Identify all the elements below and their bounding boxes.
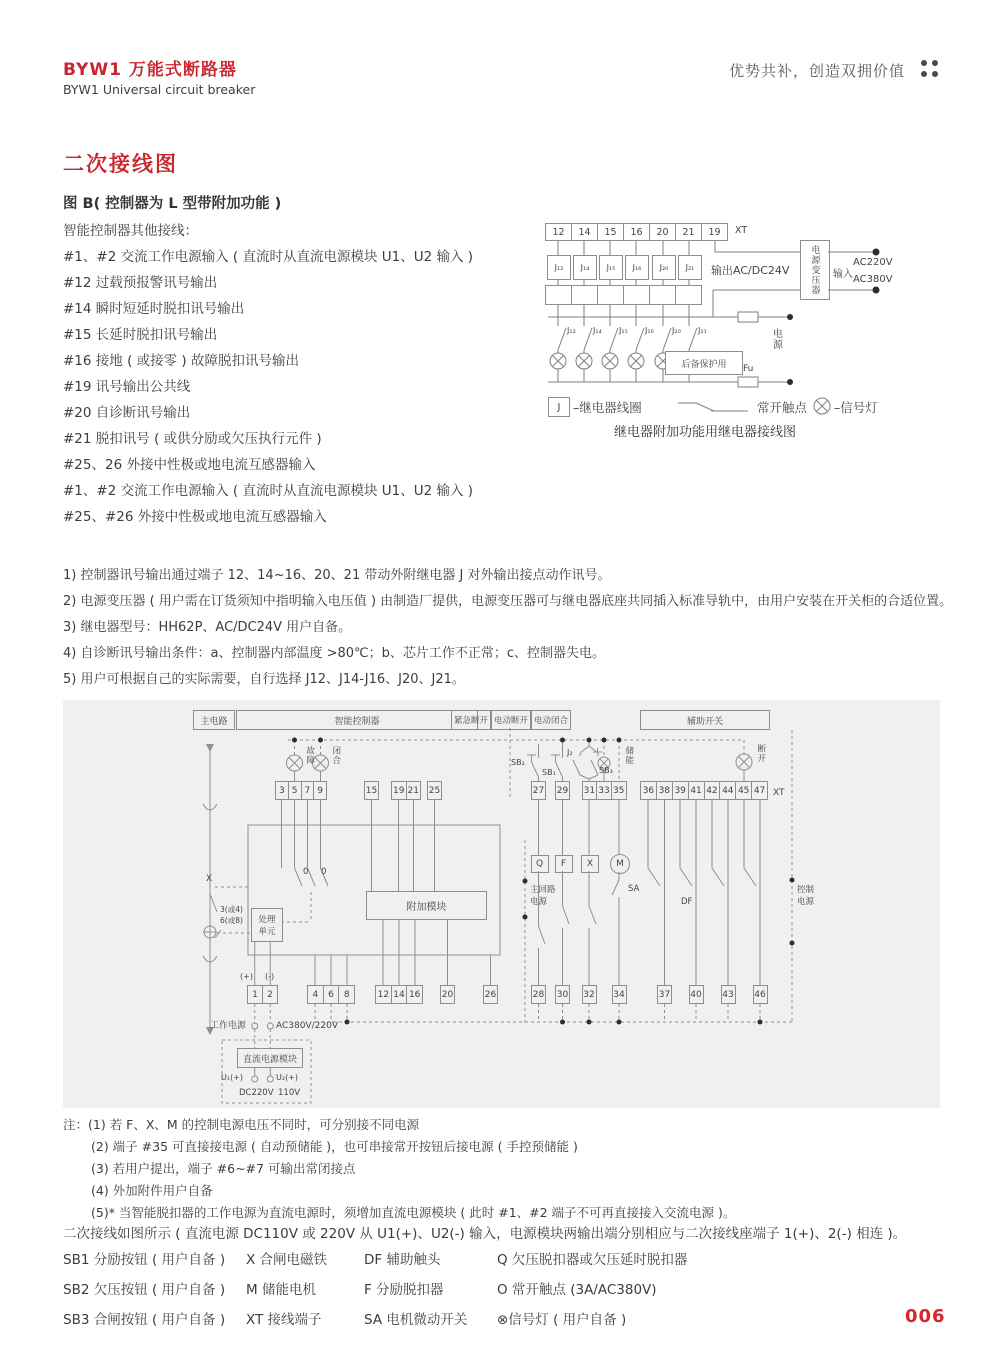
terminal-strip	[483, 985, 498, 1004]
work-power-label: 工作电源	[210, 1021, 247, 1031]
terminal-cell: 43	[721, 985, 736, 1004]
terminal-cell	[676, 285, 702, 305]
note-item: 5) 用户可根据自己的实际需要，自行选择 J12、J14-J16、J20、J21。	[63, 672, 465, 687]
note-item: (4) 外加附件用户自备	[91, 1183, 213, 1198]
terminal-cell: 46	[753, 985, 768, 1004]
transformer-box	[800, 240, 830, 300]
header-main-circuit: 主电路	[193, 710, 235, 730]
dc220-label: DC220V	[239, 1088, 274, 1098]
j2-label: J₂	[567, 748, 573, 757]
minus-label: (-)	[265, 972, 275, 981]
main-power-label-2: 电源	[530, 897, 548, 907]
legend-coil-text: –继电器线圈	[573, 400, 642, 415]
terminal-cell: 21	[676, 223, 702, 241]
terminal-cell: 16	[407, 985, 423, 1004]
note-item: 4) 自诊断讯号输出条件：a、控制器内部温度 >80℃；b、芯片工作不正常；c、控制器失电。	[63, 646, 606, 661]
zero-label-2: 0	[321, 867, 327, 877]
terminal-cell: 29	[555, 781, 570, 800]
terminal-strip	[555, 985, 570, 1004]
note-item: (5)* 当智能脱扣器的工作电源为直流电源时，须增加直流电源模块 ( 此时 #1、#2 端子不可再直接接入交流电源 )。	[91, 1205, 736, 1220]
terminal-cell: 9	[314, 781, 327, 800]
terminal-cell: 15	[364, 781, 379, 800]
ct-label-2: 6(或8)	[220, 916, 243, 925]
transformer-label: 电源变压器	[809, 245, 820, 295]
x-contact-label: X	[206, 874, 213, 884]
relay-coil-box: J₁₂	[547, 255, 571, 280]
store-label: 储能	[623, 746, 634, 765]
fuse-label: Fu	[743, 364, 754, 374]
ctrl-power-label-2: 电源	[797, 897, 815, 907]
terminal-cell: 20	[440, 985, 455, 1004]
processing-unit-box	[251, 908, 283, 942]
terminal-cell: 45	[736, 781, 752, 800]
legend-coil-symbol: J	[548, 397, 570, 417]
terminal-cell: 19	[391, 781, 407, 800]
terminal-strip	[531, 985, 546, 1004]
sb3-label: SB₃	[599, 766, 613, 775]
terminal-strip	[555, 781, 570, 800]
note-item: 3) 继电器型号：HH62P、AC/DC24V 用户自备。	[63, 620, 352, 635]
list-item: #14 瞬时短延时脱扣讯号输出	[63, 301, 245, 317]
header-aux-switch: 辅助开关	[640, 710, 770, 730]
header-emergency-open: 紧急断开	[451, 710, 491, 730]
terminal-cell: 8	[339, 985, 355, 1004]
legend-item: SA 电机微动开关	[364, 1312, 468, 1328]
terminal-cell: 12	[375, 985, 392, 1004]
terminal-strip	[427, 781, 442, 800]
legend-item: SB3 合闸按钮 ( 用户自备 )	[63, 1312, 226, 1328]
terminal-strip	[582, 985, 597, 1004]
legend-item: XT 接线端子	[246, 1312, 322, 1328]
relay-wiring-diagram	[545, 222, 990, 450]
relay-contact-label: J₁₅	[619, 326, 628, 335]
terminal-cell: 30	[555, 985, 570, 1004]
terminal-cell: 5	[289, 781, 302, 800]
terminal-strip	[364, 781, 379, 800]
terminal-cell: 12	[545, 223, 572, 241]
terminal-cell: 15	[598, 223, 624, 241]
legend-item: ⊗信号灯 ( 用户自备 )	[497, 1312, 627, 1328]
list-item: #1、#2 交流工作电源输入 ( 直流时从直流电源模块 U1、U2 输入 )	[63, 483, 474, 499]
terminal-cell: 25	[427, 781, 442, 800]
list-item: #1、#2 交流工作电源输入 ( 直流时从直流电源模块 U1、U2 输入 )	[63, 249, 474, 265]
list-item: #12 过载预报警讯号输出	[63, 275, 218, 291]
wiring-paragraph: 二次接线如图所示 ( 直流电源 DC110V 或 220V 从 U1(+)、U2(-) 输入，电源模块两输出端分别相应与二次接线座端子 1(+)、2(-) 相连 )。	[63, 1226, 907, 1242]
terminal-cell: 39	[673, 781, 689, 800]
note-item: (2) 端子 #35 可直接接电源 ( 自动预储能 )，也可串接常开按钮后接电源 ( 手控预储能 )	[91, 1139, 578, 1154]
terminal-strip	[545, 223, 728, 241]
backup-protection-box: 后备保护用	[665, 351, 743, 375]
lamp-fault-label: 故障	[304, 746, 315, 765]
terminal-strip	[275, 781, 327, 800]
u2-label: U₂(+)	[276, 1073, 299, 1082]
relay-contact-label: J₁₄	[593, 326, 602, 335]
terminal-cell: 44	[720, 781, 736, 800]
header-electric-close: 电动闭合	[531, 710, 571, 730]
relay-coil-box: J₁₆	[625, 255, 649, 280]
terminal-strip	[612, 985, 627, 1004]
terminal-strip	[657, 985, 672, 1004]
ctrl-power-label-1: 控制	[797, 885, 815, 895]
terminal-cell: 27	[531, 781, 546, 800]
legend-item: SB2 欠压按钮 ( 用户自备 )	[63, 1282, 226, 1298]
sb2-label: SB₂	[511, 758, 525, 767]
relay-contact-label: J₁₂	[567, 326, 576, 335]
relay-contact-label: J₂₀	[672, 326, 681, 335]
terminal-cell: 47	[752, 781, 768, 800]
terminal-cell	[650, 285, 676, 305]
terminal-strip	[582, 781, 627, 800]
lamp-open-label: 断开	[755, 744, 766, 763]
main-power-label-1: 主回路	[530, 885, 556, 895]
figure-notes	[63, 1114, 735, 1224]
terminal-cell: 41	[689, 781, 705, 800]
terminal-strip	[689, 985, 704, 1004]
ct-label-1: 3(或4)	[220, 905, 243, 914]
terminal-cell: 2	[263, 985, 278, 1004]
terminal-cell: 42	[705, 781, 721, 800]
terminal-strip	[391, 781, 421, 800]
relay-coil-box: J₁₅	[599, 255, 623, 280]
x-box: X	[581, 855, 599, 873]
xt-label: XT	[735, 225, 748, 236]
motor-symbol: M	[610, 854, 630, 874]
terminal-cell: 35	[612, 781, 627, 800]
header-electric-open: 电动断开	[491, 710, 531, 730]
terminal-cell: 31	[582, 781, 598, 800]
terminal-cell: 36	[640, 781, 657, 800]
terminal-cell: 32	[582, 985, 597, 1004]
legend-item: SB1 分励按钮 ( 用户自备 )	[63, 1252, 226, 1268]
sb1-label: SB₁	[542, 768, 556, 777]
terminal-cell: 6	[324, 985, 340, 1004]
terminal-cell: 33	[597, 781, 612, 800]
df-label: DF	[681, 897, 693, 907]
lamp-close-label: 闭合	[330, 746, 341, 765]
sa-label: SA	[628, 884, 640, 894]
terminal-cell: 1	[247, 985, 263, 1004]
terminal-strip	[440, 985, 455, 1004]
plus-label: (+)	[240, 972, 253, 981]
u1-label: U₁(+)	[221, 1073, 244, 1082]
terminal-cell	[624, 285, 650, 305]
page-number: 006	[905, 1306, 946, 1327]
processing-label-1: 处理	[258, 915, 276, 925]
terminal-cell	[545, 285, 572, 305]
v110-label: 110V	[278, 1088, 301, 1098]
terminal-notes-list	[63, 244, 473, 530]
terminal-cell: 14	[392, 985, 408, 1004]
input-label: 输入	[833, 269, 853, 280]
legend-item: X 合闸电磁铁	[246, 1252, 328, 1268]
note-item: (1) 若 F、X、M 的控制电源电压不同时，可分别接不同电源	[88, 1117, 420, 1132]
header-smart-controller: 智能控制器	[236, 710, 478, 730]
list-item: #21 脱扣讯号 ( 或供分励或欠压执行元件 )	[63, 431, 322, 447]
legend-lamp-text: –信号灯	[834, 400, 878, 415]
legend-item: Q 欠压脱扣器或欠压延时脱扣器	[497, 1252, 688, 1268]
legend-item: M 储能电机	[246, 1282, 316, 1298]
relay-diagram-caption: 继电器附加功能用继电器接线图	[613, 425, 796, 440]
section-title: 二次接线图	[63, 152, 178, 176]
terminal-cell: 40	[689, 985, 704, 1004]
voltage-220: AC220V	[853, 257, 893, 268]
terminal-cell: 19	[702, 223, 728, 241]
secondary-wiring-diagram	[63, 700, 940, 1108]
terminal-cell: 38	[657, 781, 673, 800]
terminal-strip	[721, 985, 736, 1004]
power-label: 电源	[770, 328, 782, 350]
processing-label-2: 单元	[258, 927, 276, 937]
terminal-cell: 26	[483, 985, 498, 1004]
relay-contact-label: J₂₁	[698, 326, 707, 335]
list-item: #25、26 外接中性极或地电流互感器输入	[63, 457, 316, 473]
relay-coil-box: J₂₀	[652, 255, 676, 280]
intro-line: 智能控制器其他接线：	[63, 223, 198, 239]
ac-voltage-label: AC380V/220V	[276, 1021, 338, 1031]
header-slogan: 优势共补，创造双拥价值	[728, 62, 905, 80]
note-item: (3) 若用户提出，端子 #6~#7 可输出常闭接点	[91, 1161, 356, 1176]
list-item: #20 自诊断讯号输出	[63, 405, 191, 421]
legend-item: F 分励脱扣器	[364, 1282, 444, 1298]
note-item: 2) 电源变压器 ( 用户需在订货须知中指明输入电压值 ) 由制造厂提供，电源变压器可与继电器底座共同插入标准导轨中，由用户安装在开关柜的合适位置。	[63, 594, 953, 609]
terminal-cell	[572, 285, 598, 305]
list-item: #16 接地 ( 或接零 ) 故障脱扣讯号输出	[63, 353, 299, 369]
terminal-strip	[753, 985, 768, 1004]
zero-label-1: 0	[303, 867, 309, 877]
add-module-box: 附加模块	[366, 891, 487, 920]
terminal-strip	[545, 285, 702, 305]
relay-contact-label: J₁₆	[645, 326, 654, 335]
list-item: #19 讯号输出公共线	[63, 379, 191, 395]
terminal-strip	[307, 985, 355, 1004]
relay-coil-box: J₁₄	[573, 255, 597, 280]
terminal-cell: 37	[657, 985, 672, 1004]
terminal-cell: 21	[407, 781, 422, 800]
page-title: BYW1 万能式断路器	[63, 60, 237, 80]
main-xt-label: XT	[773, 788, 785, 798]
output-label: 输出AC/DC24V	[711, 264, 790, 277]
voltage-380: AC380V	[853, 274, 893, 285]
notes-prefix: 注：	[63, 1117, 89, 1132]
numbered-notes	[63, 563, 952, 693]
terminal-strip	[640, 781, 768, 800]
dc-module-box: 直流电源模块	[237, 1048, 303, 1068]
relay-coil-box: J₂₁	[678, 255, 702, 280]
legend-item: DF 辅助触头	[364, 1252, 441, 1268]
note-item: 1) 控制器讯号输出通过端子 12、14~16、20、21 带动外附继电器 J 对外输出接点动作讯号。	[63, 568, 611, 583]
list-item: #15 长延时脱扣讯号输出	[63, 327, 218, 343]
terminal-cell: 34	[612, 985, 627, 1004]
terminal-cell: 3	[275, 781, 289, 800]
list-item: #25、#26 外接中性极或地电流互感器输入	[63, 509, 327, 525]
legend-item: O 常开触点 (3A/AC380V)	[497, 1282, 657, 1298]
figure-b-title: 图 B( 控制器为 L 型带附加功能 )	[63, 196, 282, 212]
legend-contact-text: 常开触点	[757, 400, 808, 415]
f-box: F	[555, 855, 573, 873]
terminal-cell: 16	[624, 223, 650, 241]
page-subtitle: BYW1 Universal circuit breaker	[63, 82, 256, 97]
terminal-strip	[531, 781, 546, 800]
terminal-cell: 14	[572, 223, 598, 241]
terminal-cell: 28	[531, 985, 546, 1004]
terminal-cell: 7	[302, 781, 315, 800]
terminal-strip	[247, 985, 278, 1004]
terminal-cell	[598, 285, 624, 305]
terminal-cell: 20	[650, 223, 676, 241]
q-box: Q	[531, 855, 549, 873]
terminal-strip	[375, 985, 423, 1004]
terminal-cell: 4	[307, 985, 324, 1004]
dots-grid-icon	[921, 60, 938, 77]
